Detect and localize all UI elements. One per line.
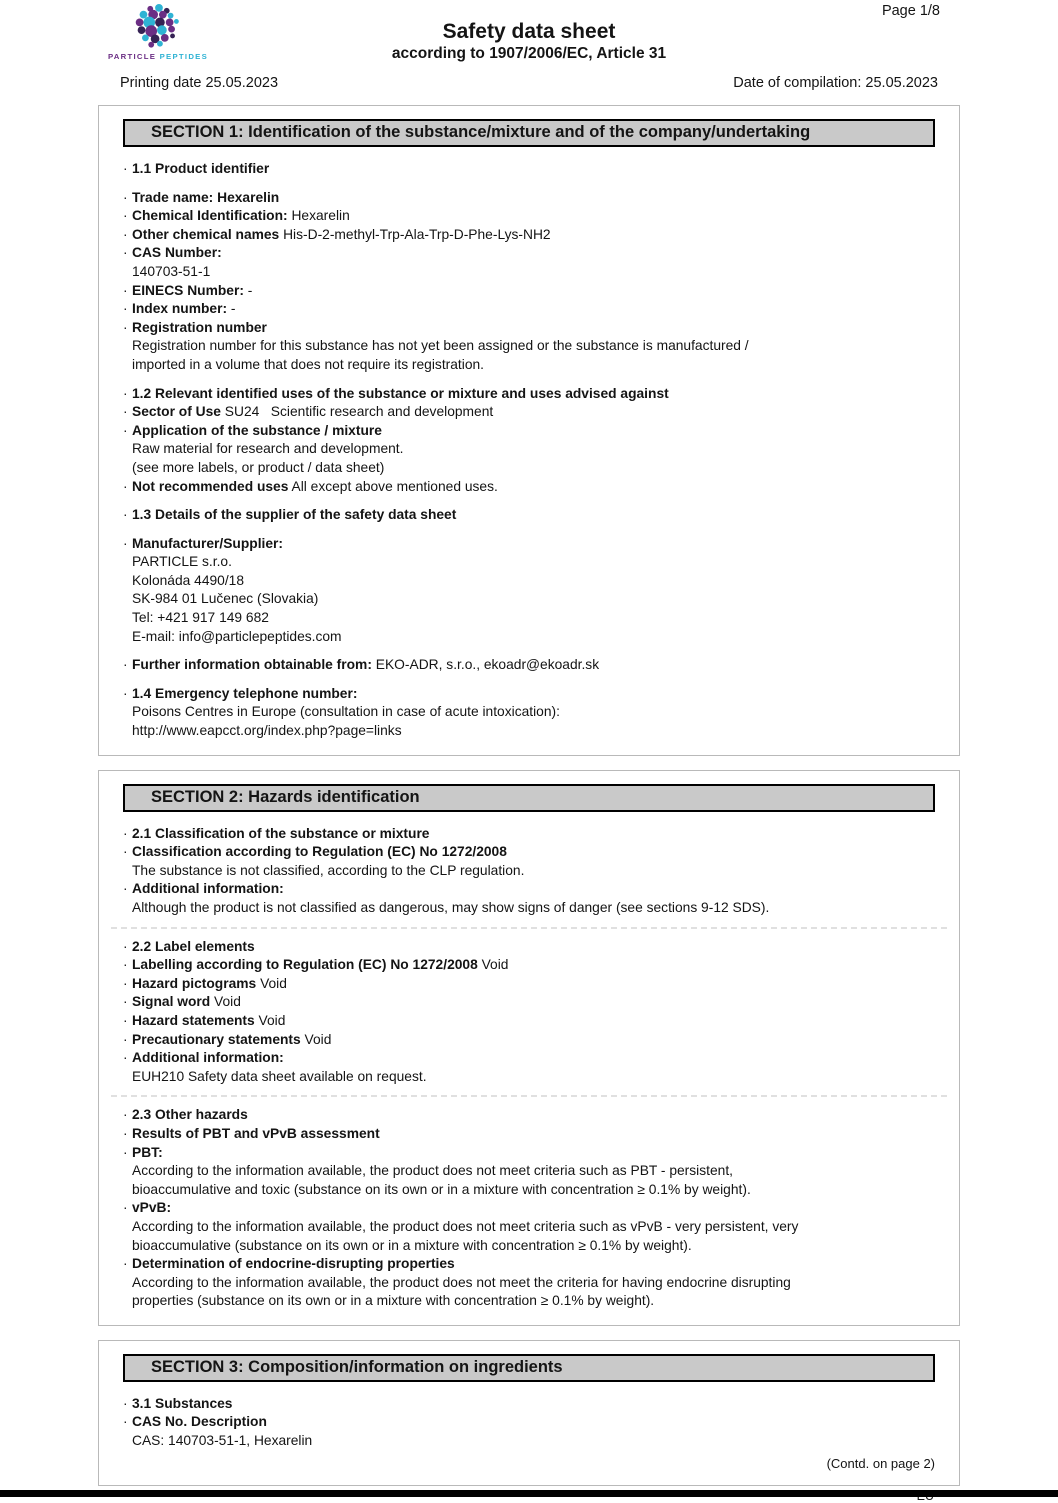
field-value: His-D-2-methyl-Trp-Ala-Trp-D-Phe-Lys-NH2 <box>283 226 551 242</box>
field-value: Void <box>481 957 509 973</box>
field-label: Signal word <box>132 994 211 1010</box>
bullet-dot: · <box>123 1107 128 1123</box>
logo-word-2: PEPTIDES <box>159 52 209 62</box>
field-value: EKO-ADR, s.r.o., ekoadr@ekoadr.sk <box>375 657 600 673</box>
field-row <box>123 938 935 957</box>
field-text-line: properties (substance on its own or in a mixture with concentration ≥ 0.1% by weight). <box>132 1293 655 1309</box>
section-1-box <box>98 105 960 756</box>
field-label: Chemical Identification: <box>132 208 288 224</box>
field-row <box>123 478 935 497</box>
field-label: Application of the substance / mixture <box>132 422 382 438</box>
field-row <box>123 825 935 844</box>
field-text-line: (see more labels, or product / data sheet) <box>132 459 385 475</box>
document-subtitle: according to 1907/2006/EC, Article 31 <box>391 45 667 62</box>
bullet-dot: · <box>123 957 128 973</box>
field-row <box>123 189 935 208</box>
field-row <box>123 880 935 917</box>
field-label: 3.1 Substances <box>132 1395 233 1411</box>
field-row <box>123 993 935 1012</box>
section-1-title: SECTION 1: Identification of the substance/mixture and of the company/undertaking <box>151 123 811 141</box>
field-label: 2.1 Classification of the substance or mixture <box>132 825 430 841</box>
field-label: 1.2 Relevant identified uses of the substance or mixture and uses advised against <box>132 385 669 401</box>
bullet-dot: · <box>123 1144 128 1160</box>
section-2-header-bar <box>123 784 935 812</box>
field-text-line: http://www.eapcct.org/index.php?page=links <box>132 723 402 739</box>
svg-text:PARTICLE PEPTIDES <box>108 52 208 61</box>
field-row <box>123 385 935 404</box>
field-text-line: Raw material for research and development. <box>132 441 404 457</box>
field-row <box>123 1012 935 1031</box>
bullet-dot: · <box>123 208 128 224</box>
bullet-dot: · <box>123 301 128 317</box>
bullet-dot: · <box>123 478 128 494</box>
field-row <box>123 1255 935 1311</box>
field-label: PBT: <box>132 1144 163 1160</box>
field-row <box>123 685 935 741</box>
field-value: Void <box>260 975 287 991</box>
bullet-dot: · <box>123 422 128 438</box>
section-3-title: SECTION 3: Composition/information on ingredients <box>151 1357 563 1376</box>
field-label: Index number: <box>132 301 228 317</box>
field-row <box>123 1125 935 1144</box>
field-text-line: Tel: +421 917 149 682 <box>132 610 269 626</box>
bullet-dot: · <box>123 1012 128 1028</box>
field-label: Results of PBT and vPvB assessment <box>132 1125 380 1141</box>
field-row <box>123 226 935 245</box>
field-text-line: EUH210 Safety data sheet available on request. <box>132 1068 427 1084</box>
field-label: Hazard statements <box>132 1012 255 1028</box>
field-value: Void <box>304 1031 332 1047</box>
bullet-dot: · <box>123 535 128 551</box>
field-label: Other chemical names <box>132 226 280 242</box>
bullet-dot: · <box>123 226 128 242</box>
field-row <box>123 1144 935 1200</box>
field-text-line: Registration number for this substance has not yet been assigned or the substance is manufactured / <box>132 338 749 354</box>
field-row <box>123 1031 935 1050</box>
field-row <box>123 506 935 525</box>
bullet-dot: · <box>123 825 128 841</box>
field-row <box>123 403 935 422</box>
field-row <box>123 956 935 975</box>
field-value: Void <box>258 1012 286 1028</box>
bullet-dot: · <box>123 994 128 1010</box>
particle-peptides-logo <box>103 3 213 65</box>
field-row <box>123 1049 935 1086</box>
field-text-line: SK-984 01 Lučenec (Slovakia) <box>132 591 319 607</box>
bullet-dot: · <box>123 282 128 298</box>
field-label: Precautionary statements <box>132 1031 301 1047</box>
field-row <box>123 160 935 179</box>
bullet-dot: · <box>123 1395 128 1411</box>
field-row <box>123 975 935 994</box>
bullet-dot: · <box>123 1031 128 1047</box>
bullet-dot: · <box>123 975 128 991</box>
field-text-line: According to the information available, the product does not meet criteria such as vPvB - very persistent, very <box>132 1218 799 1234</box>
field-label: vPvB: <box>132 1200 172 1216</box>
bullet-dot: · <box>123 319 128 335</box>
logo-sphere-icon <box>136 4 179 48</box>
field-text-line: According to the information available, the product does not meet criteria such as PBT - persistent, <box>132 1163 733 1179</box>
field-label: Registration number <box>132 319 267 335</box>
field-label: 1.3 Details of the supplier of the safety data sheet <box>132 507 457 523</box>
dates-row <box>120 75 938 91</box>
field-label: Manufacturer/Supplier: <box>132 535 284 551</box>
bullet-dot: · <box>123 1256 128 1272</box>
bottom-page-edge <box>0 1490 1058 1497</box>
field-row <box>123 1199 935 1255</box>
field-row <box>123 207 935 226</box>
field-text-line: 140703-51-1 <box>132 263 211 279</box>
field-label: Labelling according to Regulation (EC) No 1272/2008 <box>132 957 478 973</box>
field-row <box>123 656 935 675</box>
field-label: Additional information: <box>132 881 284 897</box>
section-1-header-bar <box>123 119 935 147</box>
field-label: Classification according to Regulation (EC) No 1272/2008 <box>132 844 507 860</box>
bullet-dot: · <box>123 161 128 176</box>
field-value: SU24 Scientific research and development <box>224 404 494 420</box>
bullet-dot: · <box>123 1414 128 1430</box>
field-label: Not recommended uses <box>132 478 289 494</box>
field-row <box>123 1395 935 1414</box>
section-3-body <box>123 1395 935 1451</box>
section-2-body <box>123 825 935 1311</box>
field-text-line: imported in a volume that does not require its registration. <box>132 356 485 372</box>
section-3-box <box>98 1340 960 1486</box>
field-text-line: PARTICLE s.r.o. <box>132 554 232 570</box>
field-row <box>123 1413 935 1450</box>
field-label: CAS Number: <box>132 245 222 261</box>
bullet-dot: · <box>123 685 128 701</box>
field-text-line: E-mail: info@particlepeptides.com <box>132 628 342 644</box>
bullet-dot: · <box>123 1050 128 1066</box>
field-row <box>123 843 935 880</box>
field-text-line: According to the information available, the product does not meet the criteria for having endocrine disrupting <box>132 1274 791 1290</box>
field-label: Additional information: <box>132 1050 284 1066</box>
field-row <box>123 422 935 478</box>
field-text-line: CAS: 140703-51-1, Hexarelin <box>132 1433 313 1449</box>
field-label: CAS No. Description <box>132 1414 267 1430</box>
bullet-dot: · <box>123 657 128 673</box>
field-text-line: Although the product is not classified as dangerous, may show signs of danger (see sections 9-12 SDS). <box>132 900 770 915</box>
dashed-divider <box>111 927 947 929</box>
field-label: 2.2 Label elements <box>132 938 255 954</box>
field-value: All except above mentioned uses. <box>291 478 498 494</box>
field-value: - <box>247 282 253 298</box>
field-row <box>123 244 935 281</box>
printing-date: Printing date 25.05.2023 <box>120 75 279 91</box>
bullet-dot: · <box>123 844 128 860</box>
field-row <box>123 282 935 301</box>
field-label: Sector of Use <box>132 404 221 420</box>
field-label: 2.3 Other hazards <box>132 1107 248 1123</box>
bullet-dot: · <box>123 404 128 420</box>
field-label: 1.4 Emergency telephone number: <box>132 685 358 701</box>
field-row <box>123 1106 935 1125</box>
bullet-dot: · <box>123 881 128 897</box>
bullet-dot: · <box>123 938 128 954</box>
compilation-date: Date of compilation: 25.05.2023 <box>733 75 938 91</box>
field-label: Hazard pictograms <box>132 975 257 991</box>
field-row <box>123 535 935 647</box>
field-label: EINECS Number: <box>132 282 244 298</box>
section-3-header-bar <box>123 1354 935 1382</box>
logo-word-1: PARTICLE <box>107 52 157 62</box>
field-text-line: Poisons Centres in Europe (consultation in case of acute intoxication): <box>132 704 560 720</box>
field-label: Trade name: Hexarelin <box>132 189 280 205</box>
field-text-line: bioaccumulative and toxic (substance on its own or in a mixture with concentration ≥ 0.1% by weight). <box>132 1181 751 1197</box>
field-text-line: Kolonáda 4490/18 <box>132 572 245 588</box>
document-header <box>0 0 1058 66</box>
field-text-line: bioaccumulative (substance on its own or in a mixture with concentration ≥ 0.1% by weight). <box>132 1237 692 1253</box>
section-2-title: SECTION 2: Hazards identification <box>151 787 420 806</box>
bullet-dot: · <box>123 245 128 261</box>
section-2-box <box>98 770 960 1326</box>
field-row <box>123 319 935 375</box>
field-value: Hexarelin <box>291 208 350 224</box>
section-1-body <box>123 160 935 741</box>
field-value: Void <box>214 994 241 1010</box>
continued-note: (Contd. on page 2) <box>826 1455 935 1471</box>
page-number: Page 1/8 <box>881 3 940 19</box>
bullet-dot: · <box>123 1200 128 1216</box>
document-title: Safety data sheet <box>442 20 616 43</box>
field-label: Determination of endocrine-disrupting properties <box>132 1256 455 1272</box>
field-row <box>123 300 935 319</box>
bullet-dot: · <box>123 1125 128 1141</box>
field-value: - <box>230 301 236 317</box>
bullet-dot: · <box>123 507 128 523</box>
field-label: 1.1 Product identifier <box>132 161 270 176</box>
field-text-line: The substance is not classified, according to the CLP regulation. <box>132 862 525 878</box>
bullet-dot: · <box>123 385 128 401</box>
dashed-divider <box>111 1095 947 1097</box>
field-label: Further information obtainable from: <box>132 657 372 673</box>
bullet-dot: · <box>123 189 128 205</box>
